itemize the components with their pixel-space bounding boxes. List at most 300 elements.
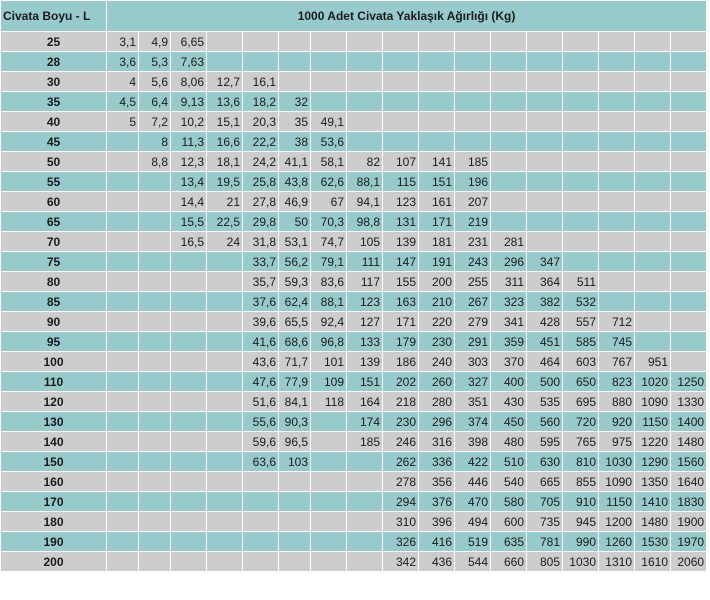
- weight-cell: [207, 52, 243, 72]
- weight-cell: [311, 452, 347, 472]
- weight-cell: [139, 372, 171, 392]
- weight-cell: [491, 72, 527, 92]
- weight-cell: 712: [599, 312, 635, 332]
- weight-cell: [207, 432, 243, 452]
- weight-cell: 31,8: [243, 232, 279, 252]
- weight-cell: 55,6: [243, 412, 279, 432]
- weight-cell: 56,2: [279, 252, 311, 272]
- weight-cell: [563, 152, 599, 172]
- weight-cell: [207, 392, 243, 412]
- weight-cell: [207, 352, 243, 372]
- weight-cell: [139, 492, 171, 512]
- weight-cell: [139, 272, 171, 292]
- weight-cell: 94,1: [347, 192, 383, 212]
- weight-cell: [563, 32, 599, 52]
- weight-cell: [139, 552, 171, 572]
- weight-cell: [243, 512, 279, 532]
- weight-cell: 810: [563, 452, 599, 472]
- weight-cell: 364: [527, 272, 563, 292]
- weight-cell: 1400: [671, 412, 707, 432]
- weight-cell: [107, 272, 139, 292]
- weight-cell: [171, 372, 207, 392]
- weight-cell: 179: [383, 332, 419, 352]
- weight-cell: [347, 92, 383, 112]
- length-cell: 45: [1, 132, 107, 152]
- weight-cell: [563, 212, 599, 232]
- weight-cell: 296: [419, 412, 455, 432]
- weight-cell: 12,7: [207, 72, 243, 92]
- weight-cell: [311, 32, 347, 52]
- weight-cell: 63,6: [243, 452, 279, 472]
- weight-cell: 451: [527, 332, 563, 352]
- weight-cell: 240: [419, 352, 455, 372]
- weight-cell: 35: [279, 112, 311, 132]
- weight-cell: 19,5: [207, 172, 243, 192]
- weight-cell: [599, 72, 635, 92]
- weight-cell: 49,1: [311, 112, 347, 132]
- weight-cell: [171, 492, 207, 512]
- weight-cell: 196: [455, 172, 491, 192]
- weight-cell: 765: [563, 432, 599, 452]
- weight-cell: 155: [383, 272, 419, 292]
- weight-cell: 544: [455, 552, 491, 572]
- length-cell: 95: [1, 332, 107, 352]
- weight-cell: 43,8: [279, 172, 311, 192]
- weight-cell: [347, 72, 383, 92]
- weight-cell: [347, 532, 383, 552]
- weight-cell: 519: [455, 532, 491, 552]
- weight-cell: [635, 252, 671, 272]
- weight-cell: [207, 512, 243, 532]
- weight-cell: 185: [455, 152, 491, 172]
- weight-cell: 111: [347, 252, 383, 272]
- weight-cell: [207, 312, 243, 332]
- weight-cell: 9,13: [171, 92, 207, 112]
- weight-cell: 127: [347, 312, 383, 332]
- weight-cell: [527, 52, 563, 72]
- weight-cell: [107, 252, 139, 272]
- weight-cell: [383, 72, 419, 92]
- weight-cell: [563, 172, 599, 192]
- weight-cell: [599, 152, 635, 172]
- weight-cell: [207, 552, 243, 572]
- weight-cell: 630: [527, 452, 563, 472]
- weight-cell: 920: [599, 412, 635, 432]
- weight-cell: 220: [419, 312, 455, 332]
- weight-cell: 294: [383, 492, 419, 512]
- weight-cell: 1150: [599, 492, 635, 512]
- weight-cell: 745: [599, 332, 635, 352]
- weight-cell: 71,7: [279, 352, 311, 372]
- weight-cell: [207, 472, 243, 492]
- weight-cell: 990: [563, 532, 599, 552]
- weight-cell: 374: [455, 412, 491, 432]
- table-row: [1, 172, 710, 192]
- length-cell: 80: [1, 272, 107, 292]
- weight-cell: [171, 512, 207, 532]
- weight-cell: 16,1: [243, 72, 279, 92]
- weight-cell: 147: [383, 252, 419, 272]
- weight-cell: 260: [419, 372, 455, 392]
- weight-cell: 151: [419, 172, 455, 192]
- weight-cell: 163: [383, 292, 419, 312]
- weight-cell: [171, 292, 207, 312]
- length-cell: 120: [1, 392, 107, 412]
- weight-cell: [107, 432, 139, 452]
- weight-cell: 1480: [635, 512, 671, 532]
- weight-cell: 1350: [635, 472, 671, 492]
- weight-cell: 1250: [671, 372, 707, 392]
- weight-cell: 267: [455, 292, 491, 312]
- weight-cell: [311, 52, 347, 72]
- weight-cell: [635, 172, 671, 192]
- weight-cell: 151: [347, 372, 383, 392]
- weight-cell: [107, 452, 139, 472]
- weight-cell: [599, 252, 635, 272]
- table-row: [1, 132, 710, 152]
- weight-cell: 446: [455, 472, 491, 492]
- weight-cell: [635, 332, 671, 352]
- weight-cell: [563, 112, 599, 132]
- weight-cell: [107, 392, 139, 412]
- weight-cell: 96,5: [279, 432, 311, 452]
- weight-cell: [635, 152, 671, 172]
- weight-cell: [599, 112, 635, 132]
- weight-cell: 510: [491, 452, 527, 472]
- weight-cell: 218: [383, 392, 419, 412]
- length-cell: 110: [1, 372, 107, 392]
- weight-cell: 1330: [671, 392, 707, 412]
- weight-cell: [671, 192, 707, 212]
- weight-cell: [347, 452, 383, 472]
- weight-cell: 1200: [599, 512, 635, 532]
- weight-cell: 535: [527, 392, 563, 412]
- weight-cell: [171, 472, 207, 492]
- table-row: [1, 212, 710, 232]
- table-row: [1, 512, 710, 532]
- weight-cell: [563, 252, 599, 272]
- weight-cell: 975: [599, 432, 635, 452]
- weight-cell: [243, 472, 279, 492]
- weight-cell: [139, 392, 171, 412]
- weight-cell: 8,06: [171, 72, 207, 92]
- weight-cell: [311, 92, 347, 112]
- weight-cell: [311, 432, 347, 452]
- weight-cell: [207, 532, 243, 552]
- weight-cell: 141: [419, 152, 455, 172]
- weight-cell: 428: [527, 312, 563, 332]
- length-cell: 140: [1, 432, 107, 452]
- weight-cell: 46,9: [279, 192, 311, 212]
- header-row: [1, 1, 710, 32]
- weight-cell: [671, 252, 707, 272]
- weight-cell: [311, 552, 347, 572]
- weight-cell: 38: [279, 132, 311, 152]
- weight-cell: [671, 32, 707, 52]
- weight-cell: [311, 532, 347, 552]
- table-row: [1, 152, 710, 172]
- weight-cell: [139, 452, 171, 472]
- weight-cell: 1020: [635, 372, 671, 392]
- weight-cell: [671, 292, 707, 312]
- weight-cell: [207, 332, 243, 352]
- weight-cell: [243, 552, 279, 572]
- weight-cell: [527, 72, 563, 92]
- weight-cell: 422: [455, 452, 491, 472]
- weight-cell: 200: [419, 272, 455, 292]
- weight-cell: [635, 212, 671, 232]
- weight-cell: 880: [599, 392, 635, 412]
- table-row: [1, 412, 710, 432]
- weight-cell: 1260: [599, 532, 635, 552]
- weight-cell: 139: [383, 232, 419, 252]
- length-cell: 160: [1, 472, 107, 492]
- length-column-header: Civata Boyu - L: [1, 1, 107, 32]
- weight-cell: 336: [419, 452, 455, 472]
- weight-cell: [671, 332, 707, 352]
- weight-cell: 231: [455, 232, 491, 252]
- table-row: [1, 192, 710, 212]
- weight-cell: 416: [419, 532, 455, 552]
- weight-cell: 4: [107, 72, 139, 92]
- weight-cell: [563, 52, 599, 72]
- weight-cell: [107, 552, 139, 572]
- weight-cell: [383, 112, 419, 132]
- weight-cell: [527, 132, 563, 152]
- weight-cell: 230: [419, 332, 455, 352]
- weight-cell: [207, 272, 243, 292]
- weight-cell: [207, 452, 243, 472]
- length-cell: 28: [1, 52, 107, 72]
- weight-cell: 1640: [671, 472, 707, 492]
- weight-cell: 327: [455, 372, 491, 392]
- length-cell: 90: [1, 312, 107, 332]
- weight-cell: 13,4: [171, 172, 207, 192]
- weight-cell: [107, 212, 139, 232]
- weight-cell: [599, 272, 635, 292]
- length-cell: 55: [1, 172, 107, 192]
- weight-cell: 5: [107, 112, 139, 132]
- weight-cell: 480: [491, 432, 527, 452]
- weight-cell: [563, 72, 599, 92]
- weight-cell: [383, 52, 419, 72]
- weight-cell: [139, 232, 171, 252]
- weight-cell: [279, 52, 311, 72]
- weight-cell: 1290: [635, 452, 671, 472]
- length-cell: 65: [1, 212, 107, 232]
- weight-cell: 511: [563, 272, 599, 292]
- weight-cell: [171, 552, 207, 572]
- weight-cell: 16,6: [207, 132, 243, 152]
- weight-cell: [347, 472, 383, 492]
- weight-cell: 382: [527, 292, 563, 312]
- weight-cell: [171, 452, 207, 472]
- weight-cell: [527, 192, 563, 212]
- table-row: [1, 112, 710, 132]
- weight-cell: 117: [347, 272, 383, 292]
- table-row: [1, 492, 710, 512]
- weight-cell: 323: [491, 292, 527, 312]
- weight-cell: 53,1: [279, 232, 311, 252]
- weight-cell: [279, 492, 311, 512]
- weight-cell: [207, 292, 243, 312]
- weight-cell: [671, 92, 707, 112]
- weight-cell: 705: [527, 492, 563, 512]
- weight-cell: [527, 112, 563, 132]
- weight-cell: [107, 472, 139, 492]
- weight-cell: [599, 212, 635, 232]
- weight-cell: [671, 172, 707, 192]
- weight-cell: 11,3: [171, 132, 207, 152]
- weight-cell: 2060: [671, 552, 707, 572]
- weight-cell: [599, 132, 635, 152]
- length-cell: 180: [1, 512, 107, 532]
- weight-cell: 436: [419, 552, 455, 572]
- weight-cell: [171, 392, 207, 412]
- weight-cell: 51,6: [243, 392, 279, 412]
- weight-cell: 398: [455, 432, 491, 452]
- weight-cell: 1560: [671, 452, 707, 472]
- weight-cell: 210: [419, 292, 455, 312]
- weight-cell: 945: [563, 512, 599, 532]
- weight-cell: [671, 52, 707, 72]
- weight-cell: 82: [347, 152, 383, 172]
- weight-cell: 5,6: [139, 72, 171, 92]
- length-cell: 190: [1, 532, 107, 552]
- weight-cell: 500: [527, 372, 563, 392]
- weight-cell: 191: [419, 252, 455, 272]
- table-row: [1, 292, 710, 312]
- length-cell: 200: [1, 552, 107, 572]
- weight-cell: [171, 532, 207, 552]
- weight-cell: [171, 272, 207, 292]
- weight-cell: 62,6: [311, 172, 347, 192]
- weight-cell: 88,1: [347, 172, 383, 192]
- weight-cell: 79,1: [311, 252, 347, 272]
- weight-cell: 41,6: [243, 332, 279, 352]
- table-row: [1, 532, 710, 552]
- weight-cell: 1410: [635, 492, 671, 512]
- weight-cell: 29,8: [243, 212, 279, 232]
- weight-column-header: 1000 Adet Civata Yaklaşık Ağırlığı (Kg): [107, 1, 707, 32]
- weight-cell: 123: [383, 192, 419, 212]
- weight-cell: 96,8: [311, 332, 347, 352]
- weight-cell: [347, 32, 383, 52]
- weight-cell: [243, 492, 279, 512]
- weight-cell: [347, 512, 383, 532]
- weight-cell: 1970: [671, 532, 707, 552]
- table-row: [1, 232, 710, 252]
- weight-cell: 6,4: [139, 92, 171, 112]
- weight-cell: 118: [311, 392, 347, 412]
- weight-cell: 33,7: [243, 252, 279, 272]
- weight-cell: 823: [599, 372, 635, 392]
- weight-cell: 430: [491, 392, 527, 412]
- length-cell: 170: [1, 492, 107, 512]
- length-cell: 30: [1, 72, 107, 92]
- weight-cell: 115: [383, 172, 419, 192]
- weight-cell: [107, 232, 139, 252]
- table-row: [1, 392, 710, 412]
- weight-cell: 123: [347, 292, 383, 312]
- table-row: [1, 272, 710, 292]
- weight-cell: 7,2: [139, 112, 171, 132]
- table-row: [1, 332, 710, 352]
- weight-cell: 230: [383, 412, 419, 432]
- weight-cell: 781: [527, 532, 563, 552]
- table-row: [1, 552, 710, 572]
- weight-cell: 359: [491, 332, 527, 352]
- weight-cell: [311, 492, 347, 512]
- weight-cell: [139, 432, 171, 452]
- weight-cell: 186: [383, 352, 419, 372]
- weight-cell: 14,4: [171, 192, 207, 212]
- weight-cell: 370: [491, 352, 527, 372]
- weight-cell: [279, 32, 311, 52]
- weight-cell: 255: [455, 272, 491, 292]
- weight-cell: 805: [527, 552, 563, 572]
- weight-cell: [139, 512, 171, 532]
- weight-cell: 161: [419, 192, 455, 212]
- length-cell: 40: [1, 112, 107, 132]
- weight-cell: [635, 112, 671, 132]
- weight-cell: 3,1: [107, 32, 139, 52]
- weight-cell: 8,8: [139, 152, 171, 172]
- weight-cell: 280: [419, 392, 455, 412]
- weight-cell: [671, 312, 707, 332]
- weight-cell: 341: [491, 312, 527, 332]
- weight-cell: 450: [491, 412, 527, 432]
- weight-cell: [671, 152, 707, 172]
- weight-cell: 22,5: [207, 212, 243, 232]
- length-cell: 60: [1, 192, 107, 212]
- weight-cell: [311, 512, 347, 532]
- weight-cell: [279, 72, 311, 92]
- weight-cell: 279: [455, 312, 491, 332]
- weight-cell: 665: [527, 472, 563, 492]
- weight-cell: 735: [527, 512, 563, 532]
- table-row: [1, 452, 710, 472]
- weight-cell: 107: [383, 152, 419, 172]
- weight-cell: 202: [383, 372, 419, 392]
- weight-cell: [139, 332, 171, 352]
- weight-cell: 50: [279, 212, 311, 232]
- weight-cell: [107, 172, 139, 192]
- weight-cell: [419, 32, 455, 52]
- weight-cell: [171, 252, 207, 272]
- weight-cell: 1480: [671, 432, 707, 452]
- weight-cell: 351: [455, 392, 491, 412]
- table-row: [1, 432, 710, 452]
- weight-cell: 1830: [671, 492, 707, 512]
- weight-cell: [599, 32, 635, 52]
- weight-cell: 35,7: [243, 272, 279, 292]
- weight-cell: 296: [491, 252, 527, 272]
- weight-cell: [491, 112, 527, 132]
- weight-cell: [455, 132, 491, 152]
- length-cell: 25: [1, 32, 107, 52]
- weight-cell: [107, 532, 139, 552]
- weight-cell: 603: [563, 352, 599, 372]
- weight-cell: [139, 532, 171, 552]
- weight-cell: 310: [383, 512, 419, 532]
- weight-cell: [491, 192, 527, 212]
- weight-cell: 635: [491, 532, 527, 552]
- weight-cell: 246: [383, 432, 419, 452]
- weight-cell: 6,65: [171, 32, 207, 52]
- weight-cell: [171, 412, 207, 432]
- weight-cell: 47,6: [243, 372, 279, 392]
